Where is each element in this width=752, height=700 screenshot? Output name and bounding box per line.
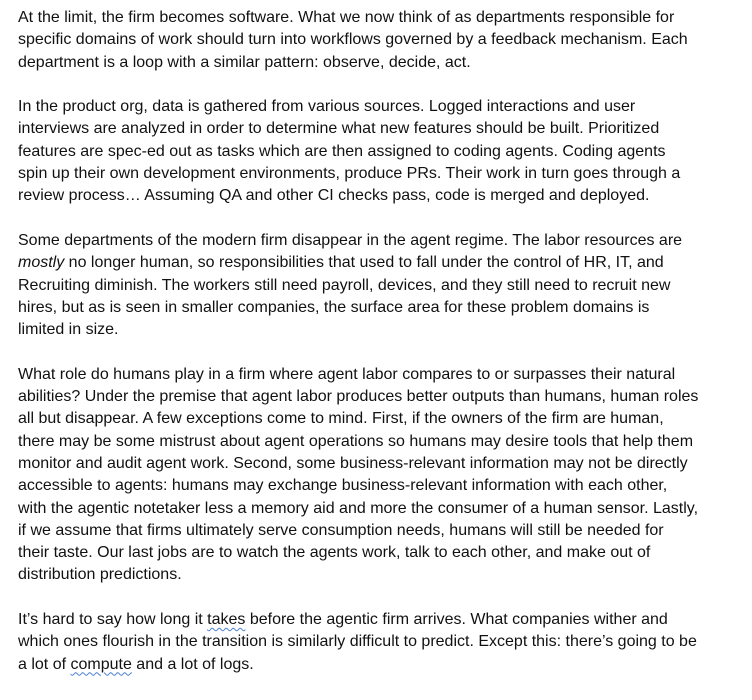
text-line: At the limit, the firm becomes software. What we now think of as departments responsible for: [18, 9, 675, 26]
paragraph-1: [18, 7, 748, 74]
text-run: and a lot of logs.: [131, 655, 254, 673]
text-line: interviews are analyzed in order to determine what new features should be built. Prioritized: [18, 120, 660, 138]
text-line: there may be some mistrust about agent operations so humans may desire tools that help them: [18, 432, 694, 450]
text-line: hires, but as is seen in smaller companies, the surface area for these problem domains is: [18, 298, 650, 316]
text-run: no longer human, so responsibilities that used to fall under the control of HR, IT, and: [64, 254, 664, 272]
text-run: before the agentic firm arrives. What companies wither and: [245, 611, 668, 629]
document-body: [18, 7, 748, 698]
text-line: department is a loop with a similar pattern: observe, decide, act.: [18, 53, 471, 71]
text-line: What role do humans play in a firm where agent labor compares to or surpasses their natural: [18, 365, 676, 383]
text-line: review process… Assuming QA and other CI checks pass, code is merged and deployed.: [18, 187, 650, 205]
text-line: with the agentic notetaker less a memory aid and more the consumer of a human sensor. Lastly,: [18, 499, 699, 517]
text-line: accessible to agents: humans may exchange business-relevant information with each other,: [18, 477, 668, 495]
paragraph-2: [18, 96, 748, 207]
text-line: their taste. Our last jobs are to watch the agents work, talk to each other, and make out of: [18, 544, 651, 562]
paragraph-3: [18, 230, 748, 341]
text-line: abilities? Under the premise that agent labor produces better outputs than humans, human roles: [18, 388, 699, 406]
text-line: monitor and audit agent work. Second, some business-relevant information may not be directly: [18, 454, 688, 472]
text-line: spin up their own development environments, produce PRs. Their work in turn goes through a: [18, 165, 681, 183]
text-line: In the product org, data is gathered from various sources. Logged interactions and user: [18, 98, 636, 116]
text-line: which ones flourish in the transition is similarly difficult to predict. Except this: there’s going to be: [18, 633, 697, 651]
text-line: [18, 252, 748, 274]
paragraph-5: [18, 609, 748, 676]
text-line: distribution predictions.: [18, 566, 182, 584]
text-line: limited in size.: [18, 321, 119, 339]
text-line: features are spec-ed out as tasks which are then assigned to coding agents. Coding agents: [18, 142, 666, 160]
text-run: a lot of: [18, 655, 71, 673]
text-line: Recruiting diminish. The workers still need payroll, devices, and they still need to recruit new: [18, 276, 671, 294]
text-line: specific domains of work should turn into workflows governed by a feedback mechanism. Each: [18, 31, 688, 49]
spellcheck-marked-word[interactable]: compute: [70, 655, 132, 673]
text-line: [18, 609, 748, 631]
paragraph-4: [18, 364, 748, 587]
italic-word: mostly: [18, 254, 65, 272]
spellcheck-marked-word[interactable]: takes: [207, 611, 246, 629]
text-run: It’s hard to say how long it: [18, 611, 208, 629]
text-line: [18, 654, 748, 676]
text-line: Some departments of the modern firm disappear in the agent regime. The labor resources are: [18, 231, 683, 249]
text-line: if we assume that firms ultimately serve consumption needs, humans will still be needed for: [18, 521, 664, 539]
text-line: all but disappear. A few exceptions come to mind. First, if the owners of the firm are human,: [18, 410, 664, 428]
